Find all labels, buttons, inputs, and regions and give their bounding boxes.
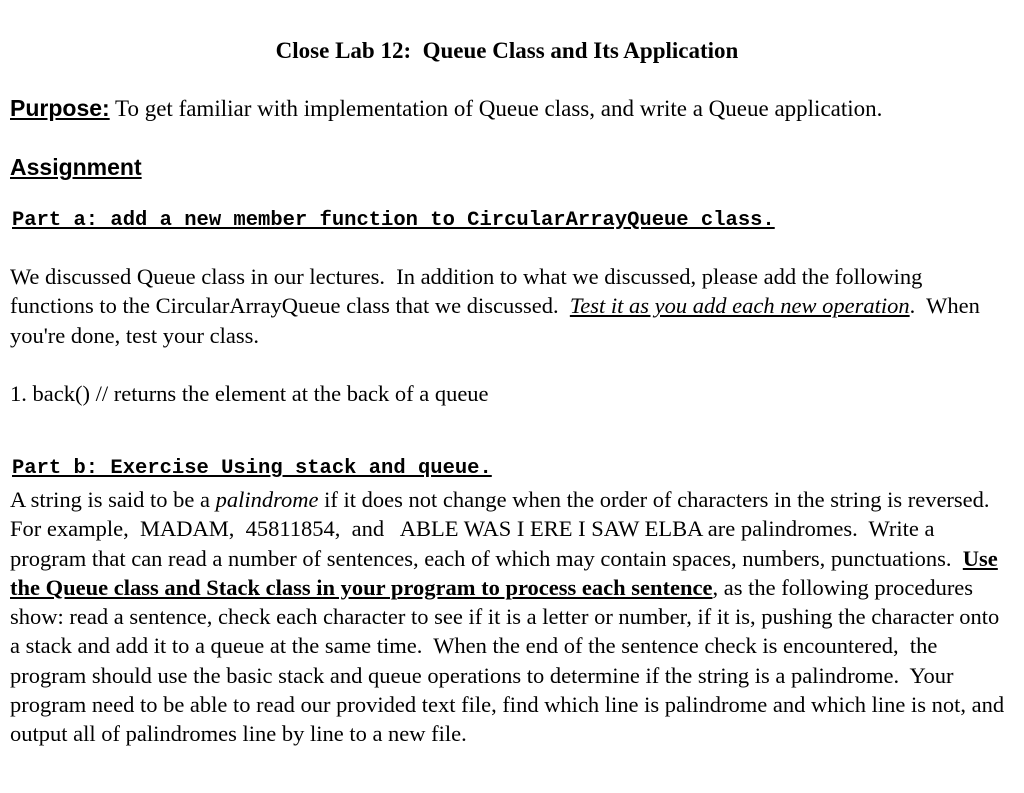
part-a-heading: Part a: add a new member function to CircularArrayQueue class. [12,209,775,232]
part-b-paragraph [10,485,1010,749]
part-b-heading: Part b: Exercise Using stack and queue. [12,457,492,480]
assignment-heading: Assignment [10,154,142,180]
part-b-palindrome-term: palindrome [215,487,319,512]
part-a-emphasis: Test it as you add each new operation [569,293,910,319]
part-a-item-1: 1. back() // returns the element at the back of a queue [10,381,489,406]
part-a-paragraph [10,262,1010,350]
purpose-label: Purpose: [10,95,110,121]
part-b-text-1: A string is said to be a [10,487,216,512]
part-a-para-start: We discussed Queue class in our lectures. In addition to what we discussed, please add the following functions to the CircularArrayQueue class that we discussed. [10,264,928,319]
part-b-text-2: if it does not change when the order of characters in the string is reversed. For example, MADAM, 45811854, and ABLE WAS I ERE I SAW ELBA are palindromes. Write a program that can read a number of sentences, each of which may contain spaces, numbers, punctuations. [10,487,1001,571]
purpose-line [10,95,882,122]
part-b-emphasis: Use the Queue class and Stack class in your program to process each sentence [10,545,998,600]
part-a-para-end: . When you're done, test your class. [10,293,986,348]
part-b-text-3: , as the following procedures show: read a sentence, check each character to see if it is a letter or number, if it is, pushing the character onto a stack and add it to a queue at the same time. When the end of the sentence check is encountered, the program should use the basic stack and queue operations to determine if the string is a palindrome. Your program need to be able to read our provided text file, find which line is palindrome and which line is not, and output all of palindromes line by line to a new file. [10,574,1010,747]
page-title: Close Lab 12: Queue Class and Its Application [275,38,739,63]
purpose-text: To get familiar with implementation of Queue class, and write a Queue application. [109,96,883,121]
